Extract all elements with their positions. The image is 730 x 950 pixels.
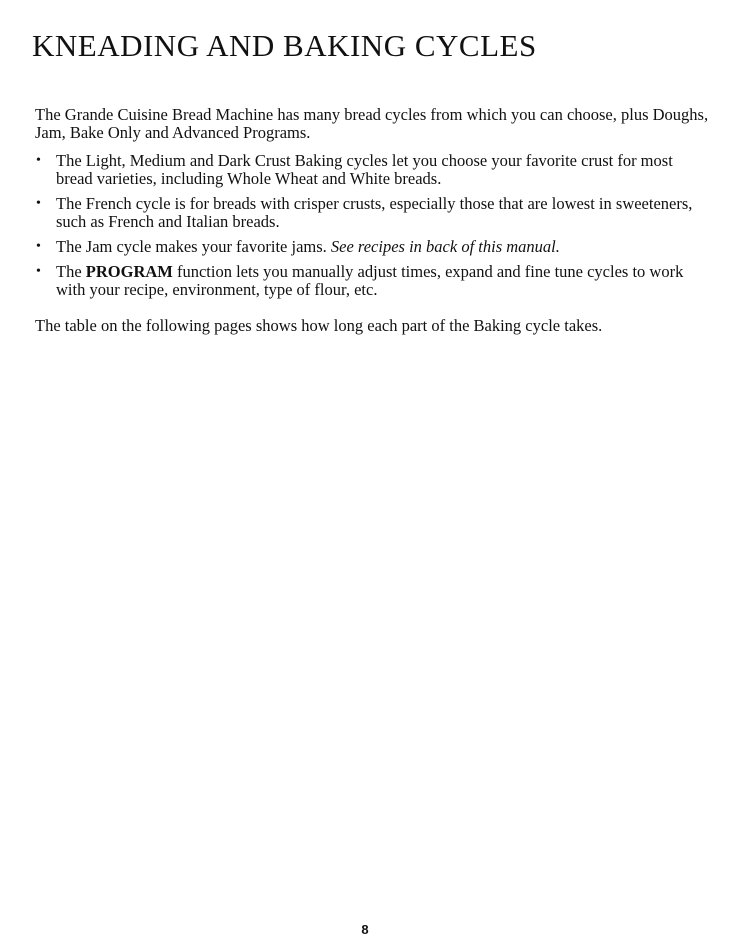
bullet-icon: • [36,239,41,254]
list-item-text: The Light, Medium and Dark Crust Baking cycles let you choose your favorite crust for most bread varieties, including Whole Wheat and White breads. [56,151,673,188]
list-item-program-function [35,263,710,299]
recipes-note: See recipes in back of this manual. [330,237,560,256]
list-item-text: The Jam cycle makes your favorite jams. [56,237,327,256]
list-item-text: The French cycle is for breads with crisper crusts, especially those that are lowest in sweeteners, such as French and Italian breads. [56,194,693,231]
bullet-icon: • [36,196,41,211]
list-item-text: function lets you manually adjust times, expand and fine tune cycles to work with your recipe, environment, type of flour, etc. [56,262,684,299]
page-number: 8 [361,922,369,937]
cycle-list [35,152,710,306]
list-item-crust-cycles [35,152,710,188]
list-item-french-cycle [35,195,710,231]
summary-paragraph: The table on the following pages shows how long each part of the Baking cycle takes. [35,316,603,335]
program-keyword: PROGRAM [85,262,173,281]
page-title: KNEADING AND BAKING CYCLES [32,28,537,63]
bullet-icon: • [36,264,41,279]
list-item-lead: The [56,262,82,281]
intro-paragraph: The Grande Cuisine Bread Machine has many bread cycles from which you can choose, plus Doughs, Jam, Bake Only and Advanced Programs. [35,105,709,142]
bullet-icon: • [36,153,41,168]
list-item-jam-cycle [35,238,710,256]
